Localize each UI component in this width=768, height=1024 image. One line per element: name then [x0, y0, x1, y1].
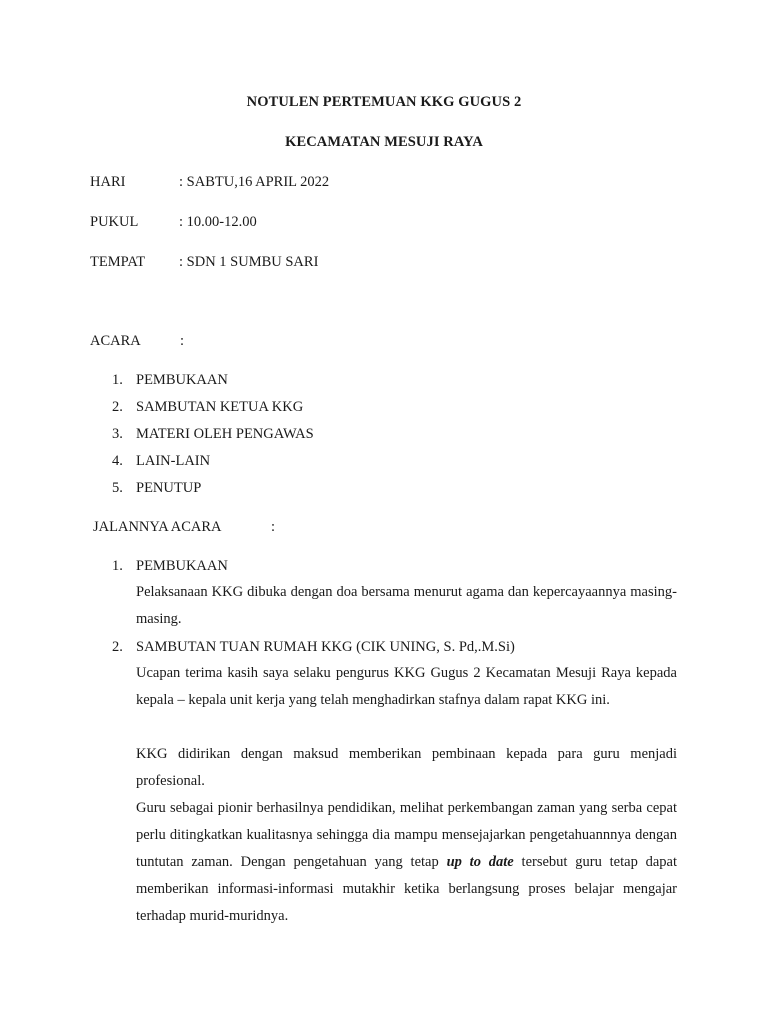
- agenda-text: LAIN-LAIN: [136, 453, 211, 469]
- jalannya-colon: :: [271, 519, 276, 535]
- paragraph-text: tersebut guru tetap dapat memberikan informasi-informasi mutakhir ketika berlangsung proses belajar mengajar terhadap murid-muridnya.: [136, 854, 678, 924]
- agenda-text: PEMBUKAAN: [136, 372, 228, 388]
- section-title: SAMBUTAN TUAN RUMAH KKG (CIK UNING, S. Pd,.M.Si): [136, 639, 515, 655]
- section-heading: [112, 558, 228, 575]
- agenda-num: 4.: [112, 453, 123, 469]
- jalannya-label: JALANNYA ACARA: [93, 519, 222, 535]
- agenda-text: PENUTUP: [136, 480, 202, 496]
- section-paragraph: [136, 795, 677, 930]
- agenda-item: [112, 453, 412, 470]
- section-num: 1.: [112, 558, 123, 574]
- acara-heading: [90, 333, 185, 350]
- acara-label: ACARA: [90, 333, 141, 349]
- agenda-item: [112, 426, 412, 443]
- meta-value: : SABTU,16 APRIL 2022: [179, 174, 330, 190]
- agenda-item: [112, 399, 412, 416]
- agenda-item: [112, 372, 412, 389]
- meta-label: TEMPAT: [90, 254, 146, 270]
- meta-value: : 10.00-12.00: [179, 214, 257, 230]
- agenda-num: 1.: [112, 372, 123, 388]
- paragraph-text: Guru sebagai pionir berhasilnya pendidikan, melihat perkembangan zaman yang serba cepat perlu ditingkatkan kualitasnya sehingga dia mampu mensejajarkan pengetahuannnya dengan tuntutan zaman. Dengan pengetahuan yang tetap: [136, 800, 677, 870]
- section-paragraph: Ucapan terima kasih saya selaku pengurus KKG Gugus 2 Kecamatan Mesuji Raya kepada kepala – kepala unit kerja yang telah menghadirkan stafnya dalam rapat KKG ini.: [136, 665, 677, 708]
- section-paragraph: Pelaksanaan KKG dibuka dengan doa bersama menurut agama dan kepercayaannya masing-masing.: [136, 584, 677, 627]
- jalannya-heading: [93, 519, 276, 536]
- agenda-num: 3.: [112, 426, 123, 442]
- section-title: PEMBUKAAN: [136, 558, 228, 574]
- acara-colon: :: [180, 333, 185, 349]
- emphasis-text: up to date: [446, 854, 514, 870]
- section-paragraph: KKG didirikan dengan maksud memberikan pembinaan kepada para guru menjadi profesional.: [136, 746, 677, 789]
- agenda-text: MATERI OLEH PENGAWAS: [136, 426, 314, 442]
- section-heading: [112, 639, 515, 656]
- document-subtitle: KECAMATAN MESUJI RAYA: [285, 134, 483, 150]
- meta-label: PUKUL: [90, 214, 139, 230]
- agenda-num: 5.: [112, 480, 123, 496]
- document-title: NOTULEN PERTEMUAN KKG GUGUS 2: [246, 94, 522, 110]
- agenda-text: SAMBUTAN KETUA KKG: [136, 399, 304, 415]
- agenda-num: 2.: [112, 399, 123, 415]
- meta-label: HARI: [90, 174, 126, 190]
- agenda-item: [112, 480, 412, 497]
- section-num: 2.: [112, 639, 123, 655]
- meta-value: : SDN 1 SUMBU SARI: [179, 254, 319, 270]
